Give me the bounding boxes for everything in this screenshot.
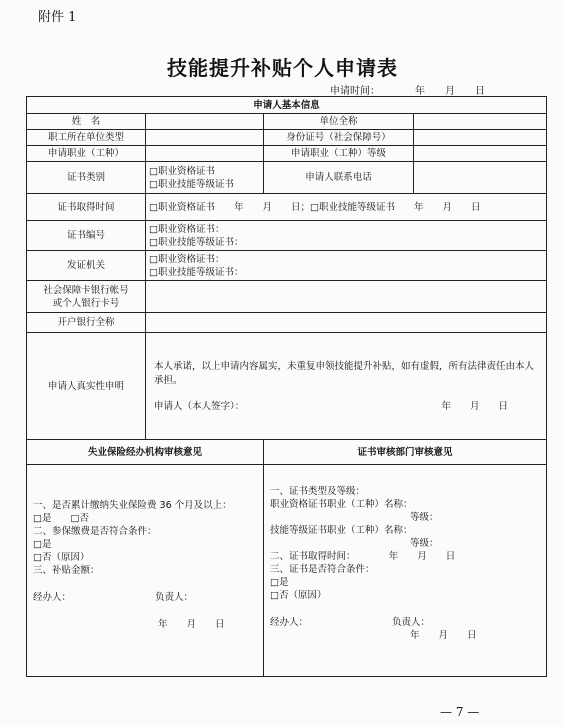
review-left-q2-no[interactable]: □否（原因） [33,552,90,563]
issuer-label: 发证机关 [27,251,146,281]
name-label: 姓 名 [27,114,146,130]
review-right-date[interactable]: 年 月 日 [410,630,477,641]
occupation-label: 申请职业（工种） [27,146,146,162]
certificate-review[interactable] [264,465,547,677]
review-right-q1-b-level: 等级： [410,538,439,549]
review-left-q2-yes[interactable]: □是 [33,539,52,550]
cert-type-skill-level-checkbox[interactable]: □职业技能等级证书 [149,178,234,190]
review-right-signers [270,616,430,629]
id-number-label: 身份证号（社会保障号） [264,130,414,146]
id-number-field[interactable] [414,130,547,146]
review-left-q2: 二、参保缴费是否符合条件： [33,526,157,537]
declaration-signature-row [154,400,538,413]
unemployment-insurance-review[interactable] [27,465,264,677]
issuer-qualification: □职业资格证书： [149,253,225,265]
review-left-leader[interactable]: 负责人： [154,592,193,603]
name-field[interactable] [146,114,264,130]
declaration-signature[interactable]: 申请人（本人签字）： [154,400,245,412]
cert-number-qualification: □职业资格证书： [149,223,225,235]
review-right-q1-a: 职业资格证书职业（工种）名称： [270,499,413,510]
review-right-handler[interactable]: 经办人： [270,617,309,628]
declaration-text: 本人承诺，以上申请内容属实，未重复申领技能提升补贴，如有虚假，所有法律责任由本人承担。 [154,360,535,386]
cert-number-field[interactable] [146,221,547,251]
occupation-level-label: 申请职业（工种）等级 [264,146,414,162]
cert-number-label: 证书编号 [27,221,146,251]
review-left-signers [33,591,193,604]
review-left-handler[interactable]: 经办人： [33,592,72,603]
bank-name-label: 开户银行全称 [27,313,146,333]
review-left-title: 失业保险经办机构审核意见 [27,440,264,465]
cert-date-label: 证书取得时间 [27,194,146,221]
declaration-label: 申请人真实性申明 [27,333,146,440]
bank-account-label-line1: 社会保障卡银行帐号 [43,284,129,296]
review-left-date[interactable]: 年 月 日 [158,619,225,630]
review-right-q3-yes[interactable]: □是 [270,577,289,588]
unit-name-field[interactable] [414,114,547,130]
issuer-skill-level: □职业技能等级证书： [149,266,244,278]
review-left-q1: 一、是否累计缴纳失业保险费 36 个月及以上： [33,500,232,511]
cert-type-qualification-checkbox[interactable]: □职业资格证书 [149,165,215,177]
review-right-q1-b: 技能等级证书职业（工种）名称： [270,525,413,536]
declaration-date[interactable]: 年 月 日 [441,400,509,412]
cert-number-skill-level: □职业技能等级证书： [149,236,244,248]
unit-type-field[interactable] [146,130,264,146]
unit-name-label: 单位全称 [264,114,414,130]
declaration-cell [146,333,547,440]
issuer-field[interactable] [146,251,547,281]
page-number: — 7 — [440,705,480,719]
review-right-leader[interactable]: 负责人： [391,617,430,628]
review-right-q1-a-level: 等级： [410,512,439,523]
cert-date-field[interactable]: □职业资格证书 年 月 日；□职业技能等级证书 年 月 日 [146,194,547,221]
review-left-q1-options[interactable]: □是 □否 [33,513,89,524]
review-right-q1: 一、证书类型及等级： [270,486,366,497]
cert-type-label: 证书类别 [27,162,146,194]
bank-account-field[interactable] [146,281,547,313]
review-right-q2: 二、证书取得时间： 年 月 日 [270,551,456,562]
occupation-field[interactable] [146,146,264,162]
form-title: 技能提升补贴个人申请表 [167,56,398,80]
bank-name-field[interactable] [146,313,547,333]
review-right-q3: 三、证书是否符合条件： [270,564,375,575]
review-left-q3: 三、补贴金额： [33,565,100,576]
application-form [26,96,547,677]
bank-account-label [27,281,146,313]
phone-label: 申请人联系电话 [264,162,414,194]
section-basic-info: 申请人基本信息 [27,97,547,114]
review-right-q3-no[interactable]: □否（原因） [270,590,327,601]
occupation-level-field[interactable] [414,146,547,162]
cert-type-options[interactable] [146,162,264,194]
review-right-title: 证书审核部门审核意见 [264,440,547,465]
bank-account-label-line2: 或个人银行卡号 [52,297,120,309]
unit-type-label: 职工所在单位类型 [27,130,146,146]
phone-field[interactable] [414,162,547,194]
application-time: 申请时间： 年 月 日 [330,86,485,97]
attachment-label: 附件 1 [38,10,77,25]
